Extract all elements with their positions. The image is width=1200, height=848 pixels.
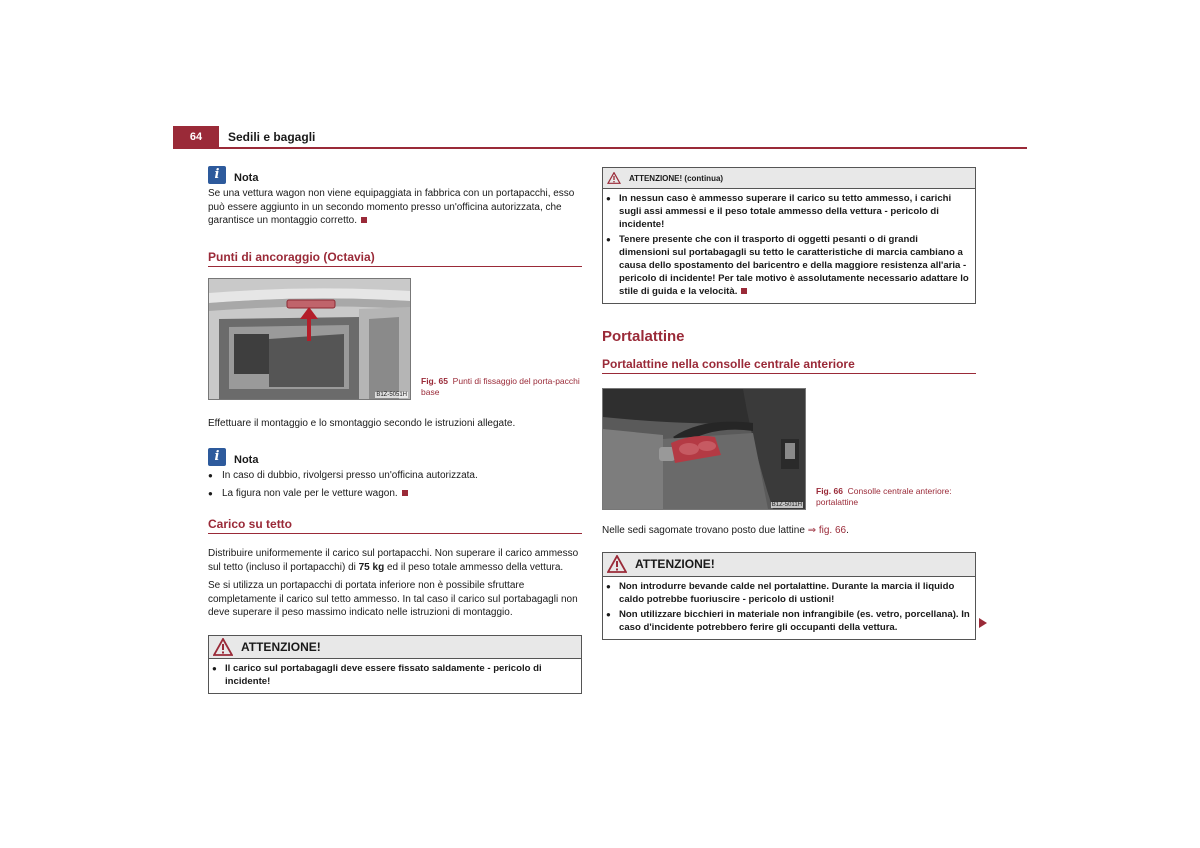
info-icon: i (208, 448, 226, 466)
next-page-arrow-icon (979, 618, 987, 628)
end-marker-icon (741, 288, 747, 294)
list-item: ● In caso di dubbio, rivolgersi presso un'officina autorizzata. (208, 470, 478, 481)
section-text: Distribuire uniformemente il carico sul portapacchi. Non superare il carico ammesso sul tetto (incluso il portapacchi) di 75 kg ed il peso totale ammesso della vettura. (208, 548, 579, 573)
section-text: Effettuare il montaggio e lo smontaggio secondo le istruzioni allegate. (208, 417, 516, 429)
warning-triangle-icon (607, 555, 627, 573)
section-title-roof-load: Carico su tetto (208, 517, 582, 534)
figure-code: B1Z-5051H (376, 391, 407, 398)
note-title: Nota (234, 454, 259, 466)
chapter-title: Portalattine (602, 328, 685, 345)
figure-66 (602, 388, 976, 510)
figure-caption: Fig. 65 Punti di fissaggio del porta-pacchi base (421, 375, 580, 397)
section-text: Nelle sedi sagomate trovano posto due lattine ⇒ fig. 66. (602, 525, 849, 536)
list-item: ● La figura non vale per le vetture wagon. (208, 487, 582, 501)
section-text: Se si utilizza un portapacchi di portata inferiore non è possibile sfruttare completamente il carico sul tetto ammesso. In tal caso il carico sul portabagagli non deve superare il peso massimo indicato nelle istruzioni di montaggio. (208, 580, 578, 618)
center-console-image (602, 388, 806, 510)
warning-title: ATTENZIONE! (continua) (629, 173, 724, 183)
info-icon: i (208, 166, 226, 184)
warning-item: ● Non utilizzare bicchieri in materiale non infrangibile (es. vetro, porcellana). In caso d'incidente potrebbero ferire gli occupanti della vettura. (606, 608, 970, 633)
warning-item: ● Non introdurre bevande calde nel portalattine. Durante la marcia il liquido caldo potrebbe fuoriuscire - pericolo di ustioni! (606, 580, 955, 605)
warning-box (208, 635, 582, 694)
roof-anchor-image (208, 278, 411, 400)
note-title: Nota (234, 172, 259, 184)
end-marker-icon (402, 490, 408, 496)
section-title-can-holder: Portalattine nella consolle centrale anteriore (602, 357, 976, 374)
warning-title: ATTENZIONE! (241, 639, 321, 654)
page-title: Sedili e bagagli (228, 130, 316, 144)
warning-item: ● Il carico sul portabagagli deve essere fissato saldamente - pericolo di incidente! (212, 662, 542, 687)
page-number: 64 (173, 126, 219, 148)
warning-triangle-icon (213, 638, 233, 656)
end-marker-icon (361, 217, 367, 223)
warning-title: ATTENZIONE! (635, 557, 715, 571)
header-rule (173, 147, 1027, 149)
note-box (208, 448, 582, 500)
warning-box-continued (602, 167, 976, 304)
warning-item: ● In nessun caso è ammesso superare il carico su tetto ammesso, i carichi sugli assi ammessi e il peso totale ammesso della vettura - pericolo di incidente! (606, 193, 952, 230)
figure-reference-link[interactable]: ⇒ fig. 66 (807, 525, 847, 536)
warning-item: ● Tenere presente che con il trasporto di oggetti pesanti o di grandi dimensioni sul portabagagli su tetto le caratteristiche di marcia cambiano a causa dello spostamento del baricentro e della maggiore resistenza all'aria - pericolo di incidente! Per tale motivo è assolutamente necessario adattare lo stile di guida e la velocità. (606, 234, 969, 297)
right-column (602, 167, 976, 640)
figure-code: B1Z-5011H (771, 502, 802, 508)
figure-caption: Fig. 66 Consolle centrale anteriore: portalattine (816, 486, 952, 507)
warning-box (602, 552, 976, 640)
figure-65 (208, 278, 582, 400)
section-title-anchor-points: Punti di ancoraggio (Octavia) (208, 250, 582, 267)
left-column (208, 166, 582, 694)
note-box (208, 166, 582, 228)
warning-triangle-icon (607, 172, 621, 184)
note-text: Se una vettura wagon non viene equipaggiata in fabbrica con un portapacchi, esso può essere aggiunto in un secondo momento presso un'officina autorizzata, che garantisce un montaggio corretto. (208, 188, 575, 226)
